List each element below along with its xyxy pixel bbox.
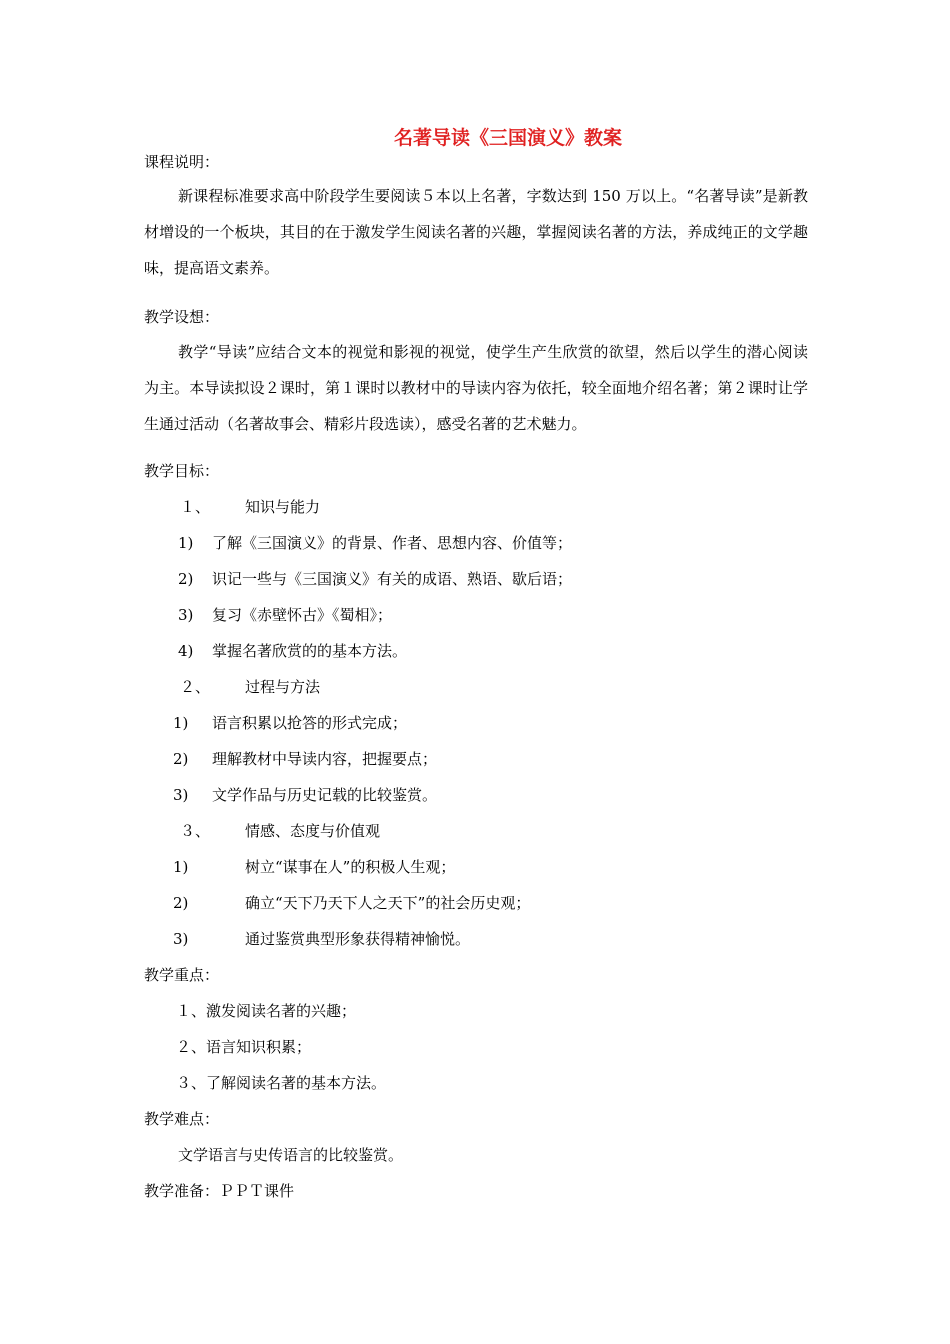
course-desc-text: 新课程标准要求高中阶段学生要阅读５本以上名著，字数达到 150 万以上。“名著导读”是新教材增设的一个板块，其目的在于激发学生阅读名著的兴趣，掌握阅读名著的方法，养成纯正的文学趣味，提高语文素养。: [144, 187, 808, 277]
goal-item-number: 3): [173, 930, 189, 948]
key-point-item: １、激发阅读名著的兴趣；: [176, 1002, 357, 1020]
teaching-idea-text: 教学“导读”应结合文本的视觉和影视的视觉，使学生产生欣赏的欲望，然后以学生的潜心阅读为主。本导读拟设２课时，第１课时以教材中的导读内容为依托，较全面地介绍名著；第２课时让学生通过活动（名著故事会、精彩片段选读），感受名著的艺术魅力。: [144, 343, 808, 433]
goal-item-number: 1): [173, 714, 189, 732]
goal-item-number: 2): [173, 894, 189, 912]
goal-section-number: １、: [180, 498, 211, 516]
goal-item-text: 文学作品与历史记载的比较鉴赏。: [212, 786, 438, 804]
goal-item-text: 语言积累以抢答的形式完成；: [212, 714, 408, 732]
goal-item-text: 树立“谋事在人”的积极人生观；: [245, 858, 456, 876]
goal-item-text: 掌握名著欣赏的的基本方法。: [212, 642, 408, 660]
preparation-line: [144, 1181, 294, 1201]
goal-item-text: 理解教材中导读内容，把握要点；: [212, 750, 438, 768]
goal-item-text: 通过鉴赏典型形象获得精神愉悦。: [245, 930, 471, 948]
goal-item-text: 确立“天下乃天下人之天下”的社会历史观；: [245, 894, 531, 912]
goal-section-label: 过程与方法: [245, 678, 321, 696]
difficulties-heading: 教学难点：: [144, 1110, 220, 1128]
course-desc-heading: 课程说明：: [144, 153, 220, 171]
goal-item-number: 2): [173, 750, 189, 768]
page-title: 名著导读《三国演义》教案: [393, 127, 622, 149]
key-point-item: ２、语言知识积累；: [176, 1038, 312, 1056]
goal-item-text: 了解《三国演义》的背景、作者、思想内容、价值等；: [212, 534, 573, 552]
goal-item-number: 2): [178, 570, 194, 588]
goal-section-number: ２、: [180, 678, 211, 696]
teaching-idea-heading: 教学设想：: [144, 308, 220, 326]
goal-item-number: 3): [173, 786, 189, 804]
goal-item-text: 识记一些与《三国演义》有关的成语、熟语、歇后语；: [212, 570, 573, 588]
goal-item-number: 3): [178, 606, 194, 624]
key-point-item: ３、了解阅读名著的基本方法。: [176, 1074, 387, 1092]
goal-section-label: 知识与能力: [245, 498, 321, 516]
preparation-heading: 教学准备：: [144, 1182, 220, 1200]
preparation-text: ＰＰＴ课件: [219, 1182, 295, 1200]
goal-item-text: 复习《赤壁怀古》《蜀相》；: [212, 606, 393, 624]
goal-item-number: 4): [178, 642, 194, 660]
goal-section-label: 情感、态度与价值观: [245, 822, 381, 840]
goal-item-number: 1): [178, 534, 194, 552]
goal-item-number: 1): [173, 858, 189, 876]
difficulties-text: 文学语言与史传语言的比较鉴赏。: [178, 1146, 404, 1164]
goals-heading: 教学目标：: [144, 462, 220, 480]
key-points-heading: 教学重点：: [144, 966, 220, 984]
goal-section-number: ３、: [180, 822, 211, 840]
